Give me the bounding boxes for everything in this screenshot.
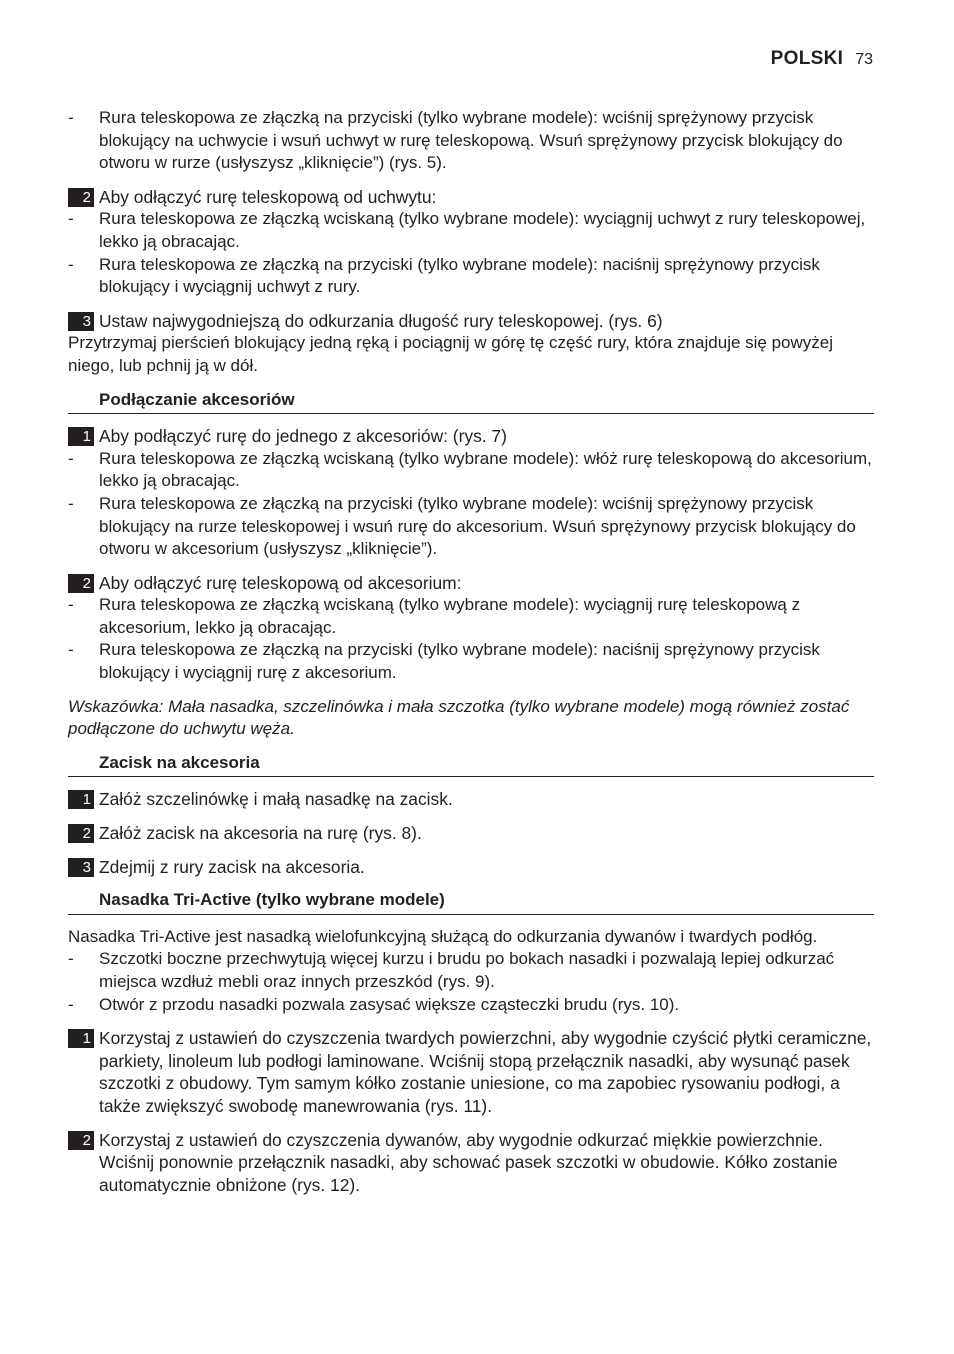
- bullet-item: [68, 208, 874, 253]
- bullet-text: Rura teleskopowa ze złączką na przyciski (tylko wybrane modele): wciśnij sprężynowy przycisk blokujący na uchwycie i wsuń uchwyt w rurę teleskopową. Wsuń sprężynowy przycisk blokujący do otworu w rurze (usłyszysz „kliknięcie”) (rys. 5).: [99, 108, 843, 173]
- step-text: Załóż zacisk na akcesoria na rurę (rys. 8).: [99, 823, 422, 844]
- bullet-dash: -: [68, 640, 74, 660]
- step-number: 3: [68, 312, 94, 331]
- step-item: [68, 186, 874, 209]
- step-number: 2: [68, 188, 94, 207]
- section-heading: Nasadka Tri-Active (tylko wybrane modele): [68, 889, 874, 915]
- bullet-text: Rura teleskopowa ze złączką wciskaną (tylko wybrane modele): włóż rurę teleskopową do akcesorium, lekko ją obracając.: [99, 448, 872, 491]
- bullet-text: Rura teleskopowa ze złączką wciskaną (tylko wybrane modele): wyciągnij uchwyt z rury teleskopowej, lekko ją obracając.: [99, 209, 866, 251]
- step-text: Korzystaj z ustawień do czyszczenia dywanów, aby wygodnie odkurzać miękkie powierzchnie. Wciśnij ponownie przełącznik nasadki, aby schować pasek szczotki w obudowie. Kółko zostanie automatycznie obniżone (rys. 12).: [99, 1129, 838, 1195]
- step-item: [68, 310, 874, 333]
- bullet-dash: -: [68, 493, 74, 513]
- paragraph: Przytrzymaj pierścień blokujący jedną ręką i pociągnij w górę tę część rury, która znajduje się powyżej niego, lub pchnij ją w dół.: [68, 333, 834, 375]
- step-text: Aby odłączyć rurę teleskopową od akcesorium:: [99, 572, 462, 593]
- bullet-item: [68, 594, 874, 639]
- step-text: Załóż szczelinówkę i małą nasadkę na zacisk.: [99, 789, 453, 810]
- paragraph: Nasadka Tri-Active jest nasadką wielofunkcyjną służącą do odkurzania dywanów i twardych podłóg.: [68, 926, 818, 946]
- bullet-dash: -: [68, 108, 74, 127]
- step-text: Aby podłączyć rurę do jednego z akcesoriów: (rys. 7): [99, 426, 507, 447]
- step-text: Ustaw najwygodniejszą do odkurzania długość rury teleskopowej. (rys. 6): [99, 310, 663, 331]
- bullet-item: [68, 639, 874, 684]
- step-number: 2: [68, 824, 94, 843]
- bullet-item: [68, 254, 874, 299]
- step-text: Zdejmij z rury zacisk na akcesoria.: [99, 856, 365, 877]
- bullet-text: Rura teleskopowa ze złączką na przyciski (tylko wybrane modele): wciśnij sprężynowy przycisk blokujący na rurze teleskopowej i wsuń rurę do akcesorium. Wsuń sprężynowy przycisk blokujący do otworu w akcesorium (usłyszysz „kliknięcie”).: [99, 493, 856, 559]
- step-number: 1: [68, 790, 94, 809]
- bullet-dash: -: [68, 254, 74, 274]
- bullet-item: [68, 493, 874, 561]
- step-item: [68, 856, 874, 879]
- step-item: [68, 425, 874, 448]
- step-number: 3: [68, 858, 94, 877]
- page-header: [771, 48, 873, 72]
- bullet-dash: -: [68, 949, 74, 969]
- bullet-text: Szczotki boczne przechwytują więcej kurzu i brudu po bokach nasadki i pozwalają lepiej odkurzać miejsca wzdłuż mebli oraz innych przeszkód (rys. 9).: [99, 949, 835, 991]
- bullet-dash: -: [68, 994, 74, 1014]
- step-item: [68, 572, 874, 595]
- bullet-text: Rura teleskopowa ze złączką na przyciski (tylko wybrane modele): naciśnij sprężynowy przycisk blokujący i wyciągnij rurę z akcesorium.: [99, 640, 820, 683]
- bullet-dash: -: [68, 448, 74, 468]
- step-item: [68, 822, 874, 845]
- step-number: 1: [68, 1029, 94, 1048]
- language-label: POLSKI: [770, 48, 844, 69]
- bullet-dash: -: [68, 595, 74, 615]
- bullet-text: Otwór z przodu nasadki pozwala zasysać większe cząsteczki brudu (rys. 10).: [99, 994, 680, 1014]
- bullet-dash: -: [68, 209, 74, 229]
- step-number: 1: [68, 427, 94, 446]
- section-heading: Zacisk na akcesoria: [68, 752, 874, 778]
- bullet-text: Rura teleskopowa ze złączką na przyciski (tylko wybrane modele): naciśnij sprężynowy przycisk blokujący i wyciągnij uchwyt z rury.: [99, 254, 820, 297]
- hint-note: Wskazówka: Mała nasadka, szczelinówka i mała szczotka (tylko wybrane modele) mogą również zostać podłączone do uchwytu węża.: [68, 696, 850, 739]
- step-item: [68, 788, 874, 811]
- step-number: 2: [68, 574, 94, 593]
- page-number: 73: [855, 51, 873, 68]
- page-content: [68, 107, 874, 1196]
- section-heading: Podłączanie akcesoriów: [68, 389, 874, 415]
- step-item: [68, 1129, 874, 1197]
- step-text: Aby odłączyć rurę teleskopową od uchwytu:: [99, 186, 437, 207]
- bullet-item: [68, 107, 874, 175]
- step-text: Korzystaj z ustawień do czyszczenia twardych powierzchni, aby wygodnie czyścić płytki ceramiczne, parkiety, linoleum lub podłogi laminowane. Wciśnij stopą przełącznik nasadki, aby wysunąć pasek szczotki z obudowy. Tym samym kółko zostanie uniesione, co ma zapobiec rysowaniu podłogi, a także zwiększyć swobodę manewrowania (rys. 11).: [99, 1028, 872, 1116]
- bullet-item: [68, 948, 874, 993]
- bullet-text: Rura teleskopowa ze złączką wciskaną (tylko wybrane modele): wyciągnij rurę teleskopową z akcesorium, lekko ją obracając.: [99, 595, 801, 637]
- bullet-item: [68, 994, 874, 1017]
- bullet-item: [68, 448, 874, 493]
- step-item: [68, 1027, 874, 1117]
- step-number: 2: [68, 1131, 94, 1150]
